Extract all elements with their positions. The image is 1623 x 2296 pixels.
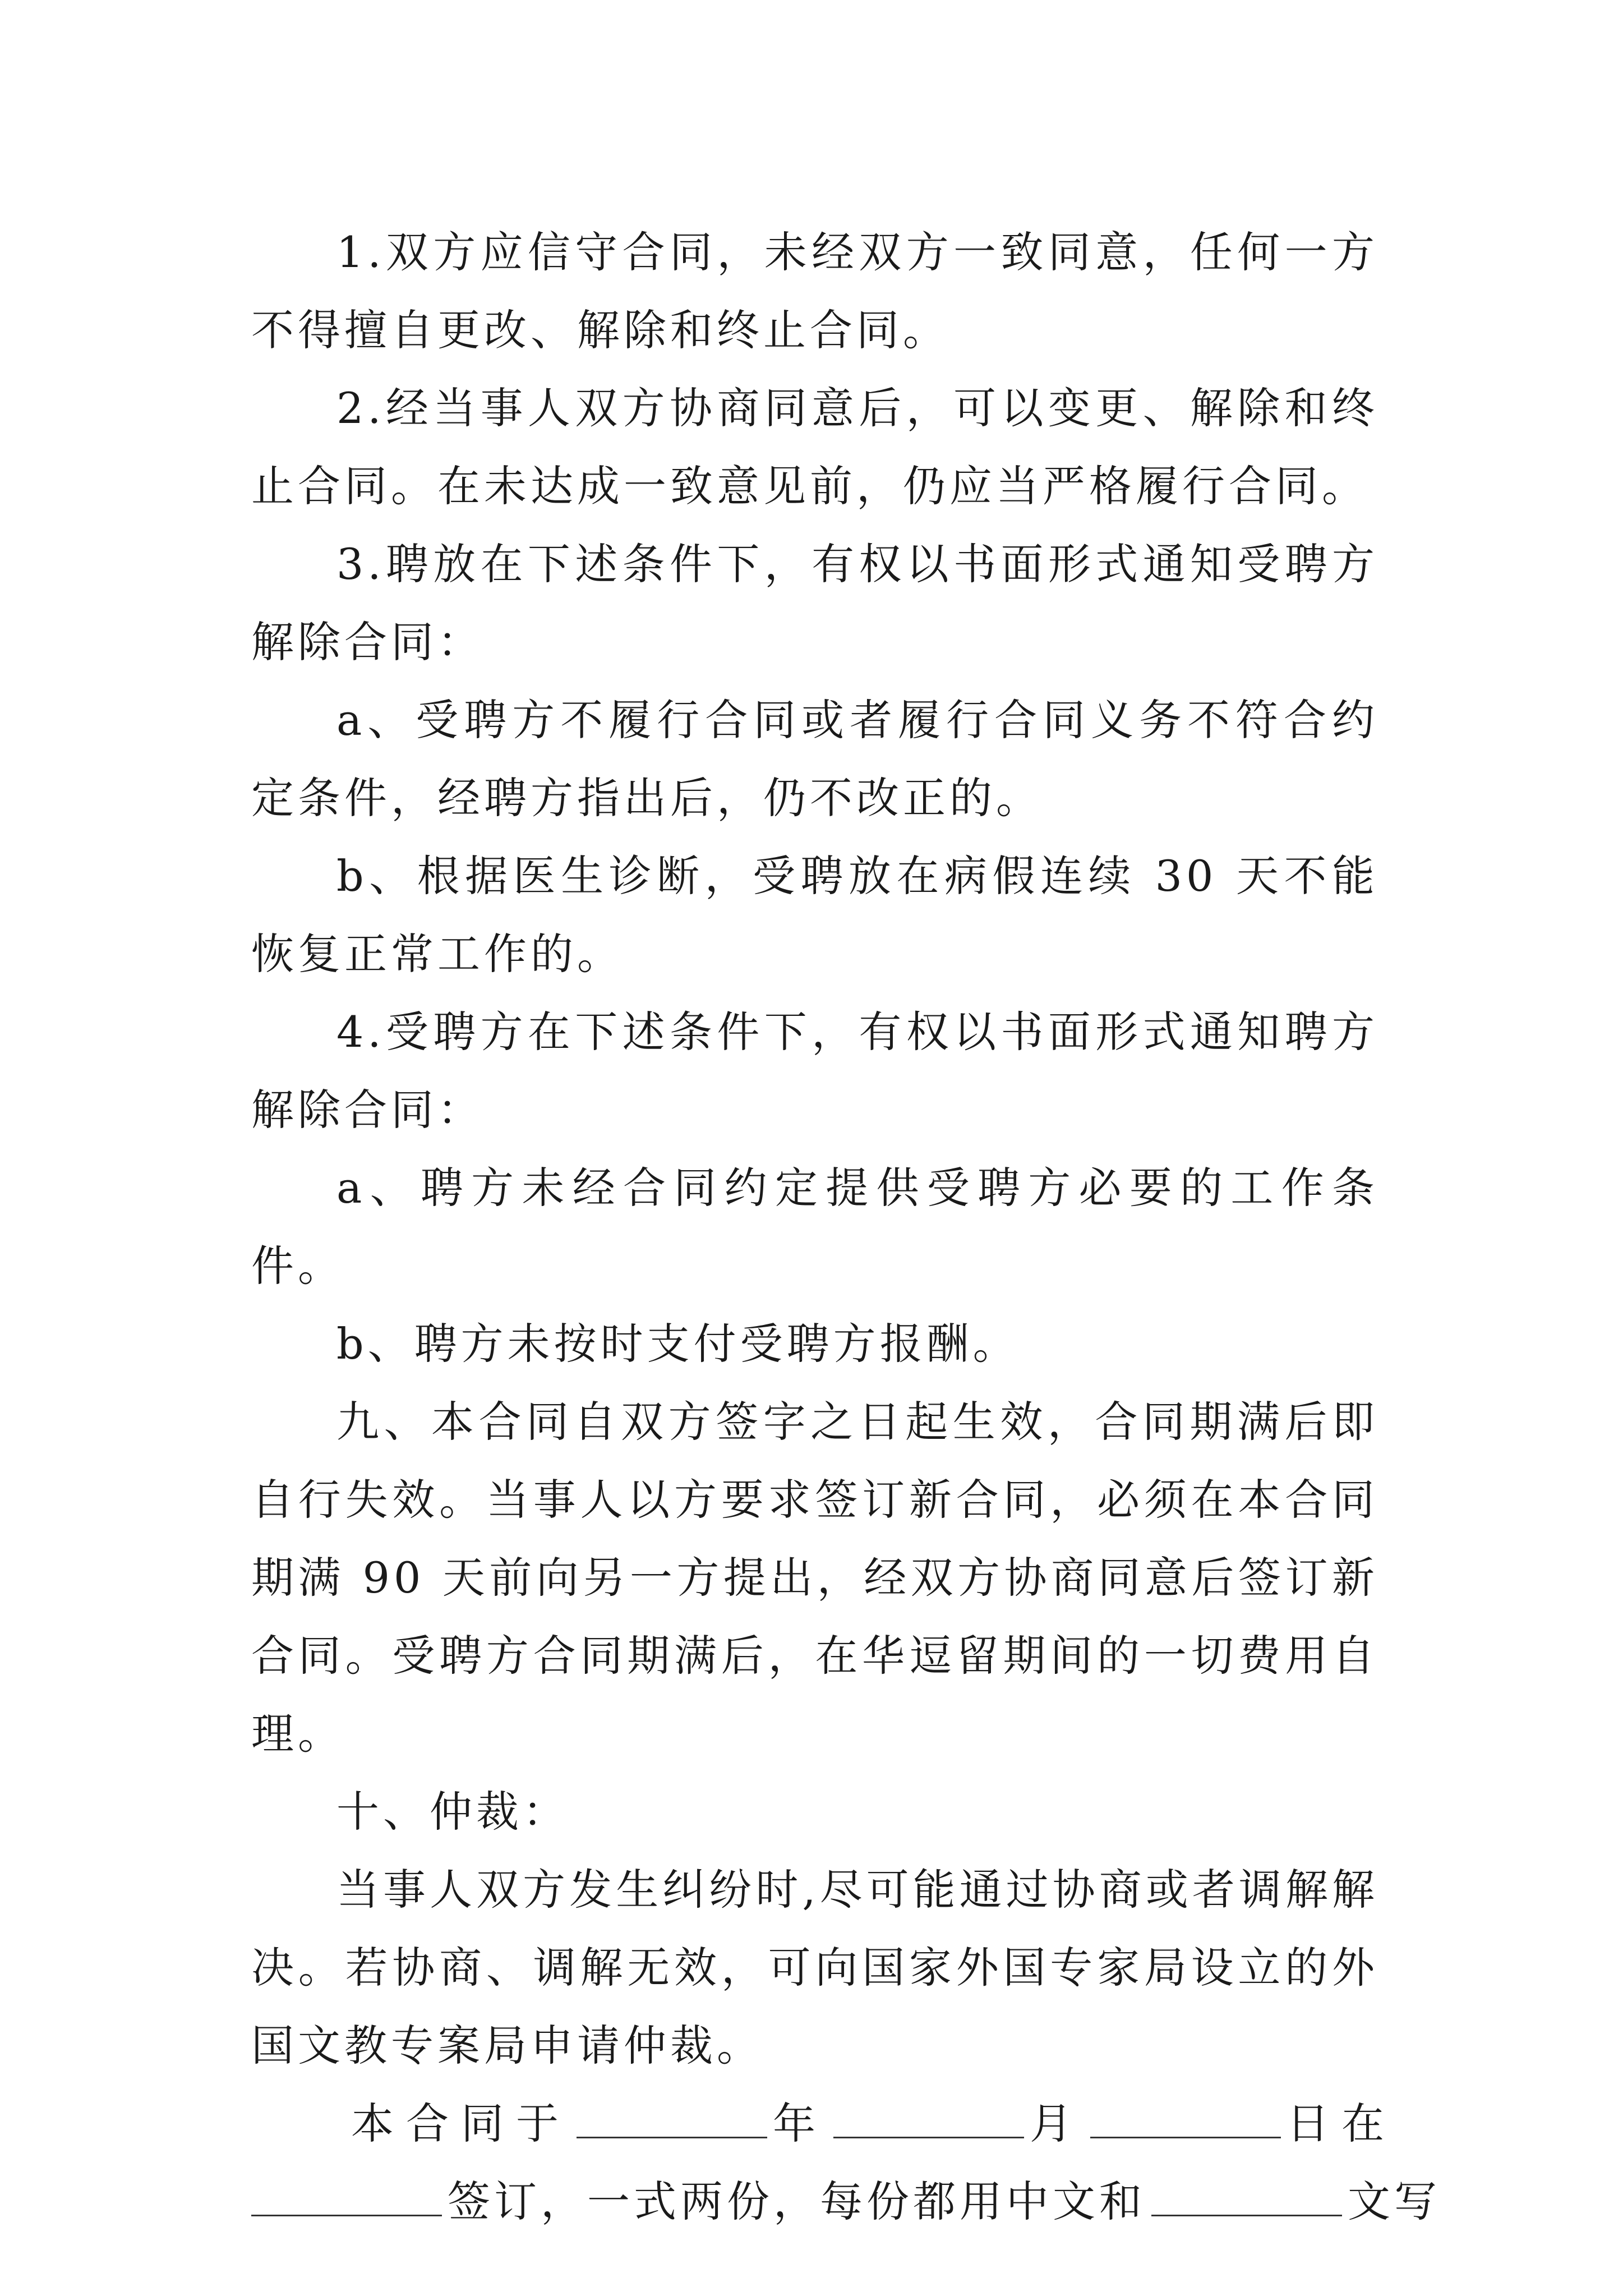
clause-4b-paragraph: b、聘方未按时支付受聘方报酬。 [336,1319,1020,1369]
clause-1-paragraph: 1.双方应信守合同，未经双方一致同意，任何一方不得擅自更改、解除和终止合同。 [251,227,1378,355]
clause-2-paragraph: 2.经当事人双方协商同意后，可以变更、解除和终止合同。在未达成一致意见前，仍应当严格履行合同。 [251,383,1378,511]
month-label: 月 [1030,2099,1085,2148]
contract-body [251,213,1441,2240]
signing-prefix: 本合同于 [351,2099,571,2148]
day-blank [1090,2097,1281,2138]
written-label: 文写 [1348,2177,1441,2226]
clause-4-paragraph: 4.受聘方在下述条件下，有权以书面形式通知聘方解除合同： [251,1007,1378,1135]
clause-3a-paragraph: a、受聘方不履行合同或者履行合同义务不符合约定条件，经聘方指出后，仍不改正的。 [251,695,1378,823]
year-blank [577,2097,767,2138]
place-blank [251,2175,442,2216]
day-at-label: 日在 [1287,2099,1396,2148]
signing-place-line [251,2162,1441,2240]
clause-4a-paragraph: a、聘方未经合同约定提供受聘方必要的工作条件。 [251,1163,1378,1291]
clause-3-paragraph: 3.聘放在下述条件下，有权以书面形式通知受聘方解除合同： [251,539,1378,667]
arbitration-paragraph: 当事人双方发生纠纷时,尽可能通过协商或者调解解决。若协商、调解无效，可向国家外国专家局设立的外国文教专案局申请仲裁。 [251,1865,1378,2070]
signed-label: 签订，一式两份，每份都用中文和 [448,2177,1146,2226]
language-blank [1151,2175,1342,2216]
section-9-paragraph: 九、本合同自双方签字之日起生效，合同期满后即自行失效。当事人以方要求签订新合同，必须在本合同期满 90 天前向另一方提出，经双方协商同意后签订新合同。受聘方合同期满后，在华逗留期间的一切费用自理。 [251,1397,1378,1759]
section-10-heading: 十、仲裁： [336,1787,569,1837]
year-label: 年 [773,2099,828,2148]
clause-3b-paragraph: b、根据医生诊断，受聘放在病假连续 30 天不能恢复正常工作的。 [251,851,1378,979]
signing-date-line [251,2085,1396,2162]
month-blank [833,2097,1024,2138]
